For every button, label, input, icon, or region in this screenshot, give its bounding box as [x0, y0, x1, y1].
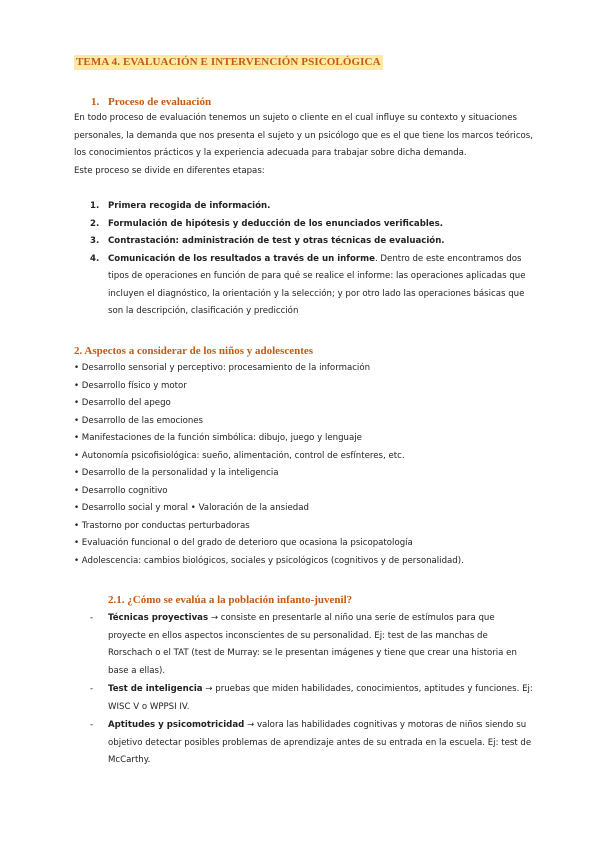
aspect-item: • Desarrollo cognitivo: [74, 485, 168, 496]
method-title: Aptitudes y psicomotricidad: [108, 720, 245, 730]
aspect-item: • Autonomía psicofisiológica: sueño, alimentación, control de esfínteres, etc.: [74, 450, 405, 461]
aspects-list: [74, 360, 544, 570]
section-1-title: Proceso de evaluación: [108, 96, 212, 108]
evaluation-methods-list: [74, 610, 534, 771]
aspect-item: • Evaluación funcional o del grado de deterioro que ocasiona la psicopatología: [74, 538, 413, 548]
section-1-intro-block: [74, 110, 534, 180]
document-title: TEMA 4. EVALUACIÓN E INTERVENCIÓN PSICOLÓGICA: [76, 56, 381, 68]
process-step: [74, 233, 534, 251]
process-steps-list: [74, 198, 534, 321]
step-text: . Dentro de este encontramos dos tipos de operaciones en función de para qué se realice el informe: las operaciones aplicadas que incluyen el diagnóstico, la orientación y la selección; y por otro lado las operaciones básicas que son la descripción, clasificación y predicción: [108, 253, 526, 316]
dash-marker: -: [90, 720, 94, 730]
aspect-item: • Desarrollo de la personalidad y la inteligencia: [74, 468, 279, 478]
step-number: 1.: [90, 201, 100, 211]
section-1-number: 1.: [91, 96, 100, 108]
aspect-item: • Desarrollo del apego: [74, 398, 171, 408]
method-item: [74, 681, 534, 716]
step-title: Formulación de hipótesis y deducción de los enunciados verificables.: [108, 218, 444, 229]
dash-marker: -: [90, 613, 94, 623]
section-2-1-heading: 2.1. ¿Cómo se evalúa a la población infanto-juvenil?: [108, 594, 353, 606]
step-number: 3.: [90, 236, 100, 246]
dash-marker: -: [90, 684, 94, 694]
step-title: Comunicación de los resultados a través de un informe: [108, 253, 375, 264]
step-number: 2.: [90, 218, 100, 229]
method-text: → pruebas que miden habilidades, conocimientos, aptitudes y funciones. Ej: WISC V o WPPSI IV.: [108, 684, 533, 712]
aspect-item: • Desarrollo físico y motor: [74, 380, 187, 391]
aspect-item: • Desarrollo de las emociones: [74, 415, 204, 426]
section-1-intro: En todo proceso de evaluación tenemos un sujeto o cliente en el cual influye su contexto y situaciones personales, la demanda que nos presenta el sujeto y un psicólogo que es el que tiene los marcos teóricos, los conocimientos prácticos y la experiencia adecuada para trabajar sobre dicha demanda.: [74, 113, 534, 158]
step-title: Contrastación: administración de test y otras técnicas de evaluación.: [108, 236, 445, 246]
method-title: Técnicas proyectivas: [108, 613, 209, 623]
aspect-item: • Desarrollo sensorial y perceptivo: procesamiento de la información: [74, 363, 371, 373]
section-2-heading: 2. Aspectos a considerar de los niños y adolescentes: [74, 345, 314, 357]
method-item: [74, 610, 534, 680]
aspect-item: • Trastorno por conductas perturbadoras: [74, 520, 250, 531]
section-1-heading: [91, 94, 211, 112]
section-1-lead: Este proceso se divide en diferentes etapas:: [74, 165, 265, 176]
method-title: Test de inteligencia: [108, 684, 203, 694]
process-step: [74, 198, 534, 216]
method-text: → consiste en presentarle al niño una serie de estímulos para que proyecte en ellos aspectos inconscientes de su personalidad. Ej: test de las manchas de Rorschach o el TAT (test de Murray: se le presentan imágenes y tiene que crear una historia en base a ellas).: [108, 613, 517, 676]
method-item: [74, 717, 534, 770]
process-step: [74, 216, 534, 234]
step-title: Primera recogida de información.: [108, 201, 271, 211]
method-text: → valora las habilidades cognitivas y motoras de niños siendo su objetivo detectar posibles problemas de aprendizaje antes de su entrada en la escuela. Ej: test de McCarthy.: [108, 720, 532, 765]
aspect-item: • Manifestaciones de la función simbólica: dibujo, juego y lenguaje: [74, 433, 362, 443]
step-number: 4.: [90, 253, 100, 264]
aspect-item: • Desarrollo social y moral • Valoración de la ansiedad: [74, 503, 309, 513]
aspect-item: • Adolescencia: cambios biológicos, sociales y psicológicos (cognitivos y de personalidad).: [74, 555, 464, 566]
process-step: [74, 251, 534, 321]
